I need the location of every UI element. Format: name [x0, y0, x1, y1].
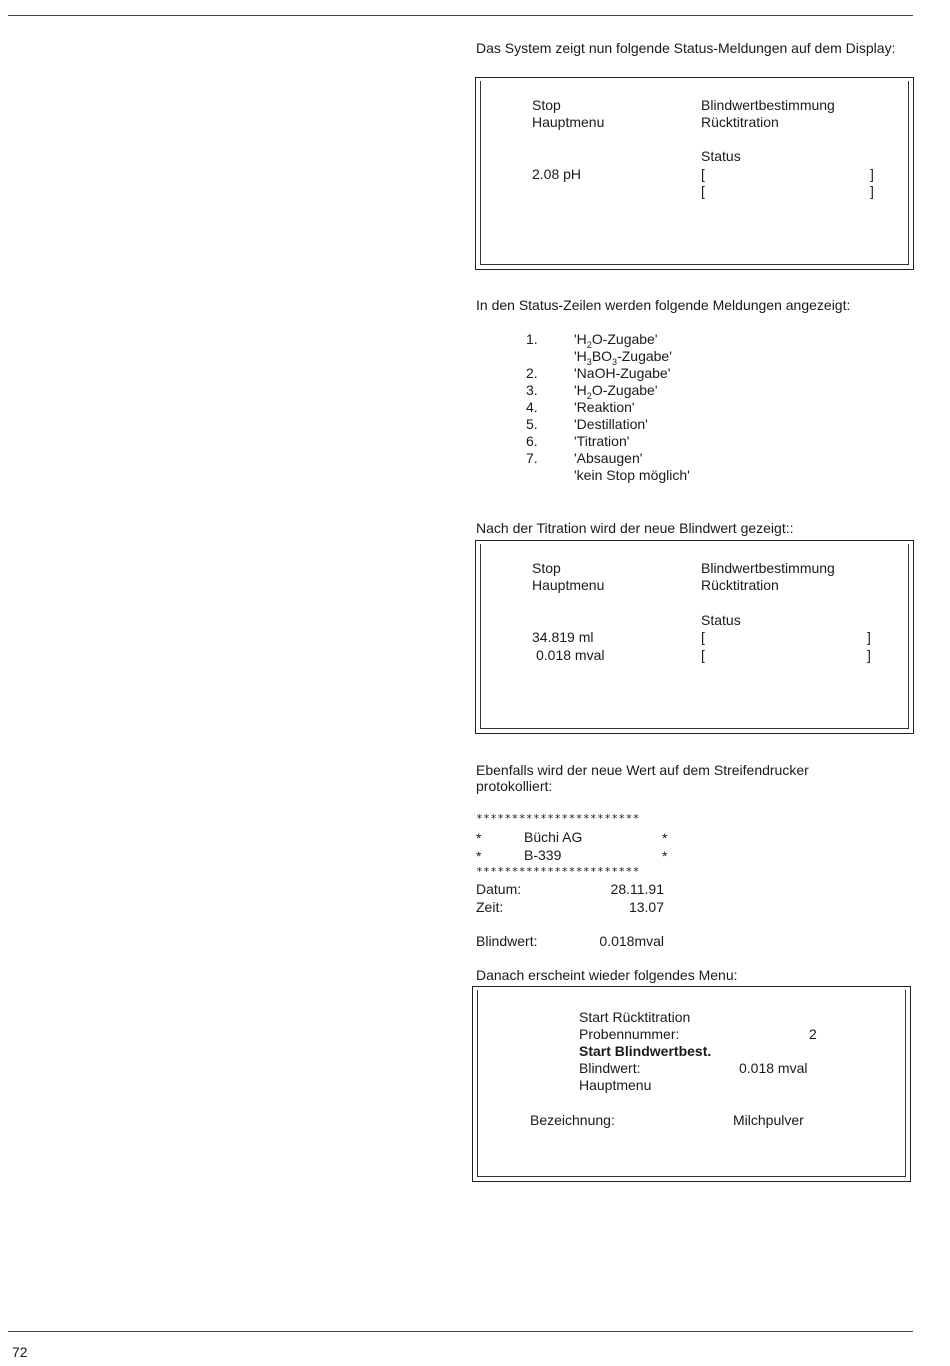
- display1-status-label: Status: [701, 148, 741, 164]
- printout-model: B-339: [524, 847, 562, 863]
- list-item-number: 1.: [526, 331, 538, 347]
- intro-text-5: Danach erscheint wieder folgendes Menu:: [476, 967, 738, 983]
- display2-hauptmenu: Hauptmenu: [532, 577, 605, 593]
- list-item-text: 'Reaktion': [574, 399, 635, 415]
- list-item: [526, 331, 786, 348]
- list-item: [526, 433, 786, 450]
- list-item: [526, 450, 786, 467]
- intro-paragraph-2: [476, 297, 850, 313]
- menu-item-start-blindwertbest[interactable]: Start Blindwertbest.: [579, 1043, 712, 1059]
- display1-status-line2-close: ]: [870, 183, 874, 199]
- list-item-number: 3.: [526, 382, 538, 398]
- list-item-number: 6.: [526, 433, 538, 449]
- printout-star-right: *: [662, 848, 668, 864]
- printout-star-left: *: [476, 848, 482, 864]
- intro-paragraph-1: [476, 40, 916, 56]
- list-item: [526, 416, 786, 433]
- display2-value-mval: 0.018 mval: [536, 647, 605, 663]
- display1-title: Blindwertbestimmung: [701, 97, 835, 113]
- printout-datum-value: 28.11.91: [610, 881, 664, 897]
- printer-protocol: [476, 812, 676, 952]
- intro-text-2: In den Status-Zeilen werden folgende Meldungen angezeigt:: [476, 297, 851, 313]
- list-item-text: 'Titration': [574, 433, 630, 449]
- display2-status-line1-close: ]: [867, 629, 871, 645]
- display2-stop: Stop: [532, 560, 561, 576]
- display1-status-line2-open: [: [701, 183, 705, 199]
- list-item-text: '$H_3BO_3-Zugabe$': [574, 348, 672, 367]
- menu-item-blindwert-label[interactable]: Blindwert:: [579, 1060, 641, 1076]
- menu-item-hauptmenu[interactable]: Hauptmenu: [579, 1077, 652, 1093]
- list-item: [526, 467, 786, 484]
- page-number: 72: [12, 1344, 28, 1360]
- printout-star-left: *: [476, 830, 482, 846]
- list-item-text: '$H_2O-Zugabe$': [574, 382, 658, 401]
- display1-stop: Stop: [532, 97, 561, 113]
- printout-company: Büchi AG: [524, 829, 583, 845]
- list-item-text: '$H_2O-Zugabe$': [574, 331, 658, 350]
- menu-item-probennummer-value: 2: [809, 1026, 817, 1042]
- menu-item-probennummer-label[interactable]: Probennummer:: [579, 1026, 680, 1042]
- list-item: [526, 365, 786, 382]
- list-item-text: 'Absaugen': [574, 450, 643, 466]
- intro-paragraph-4: [476, 762, 876, 794]
- display2-status-line2-close: ]: [867, 647, 871, 663]
- intro-text-3: Nach der Titration wird der neue Blindwert gezeigt::: [476, 520, 794, 536]
- printout-blindwert-value: 0.018mval: [599, 933, 664, 949]
- list-item-number: 7.: [526, 450, 538, 466]
- display1-subtitle: Rücktitration: [701, 114, 779, 130]
- printout-stars-bottom: ***********************: [476, 865, 640, 878]
- display1-status-line1-close: ]: [870, 166, 874, 182]
- printout-stars-top: ***********************: [476, 812, 640, 825]
- printout-datum-label: Datum:: [476, 881, 522, 897]
- display-inner-frame: [477, 990, 906, 1177]
- display2-status-line1-open: [: [701, 629, 705, 645]
- list-item-number: 2.: [526, 365, 538, 381]
- intro-paragraph-5: [476, 967, 738, 983]
- printout-blindwert-label: Blindwert:: [476, 933, 538, 949]
- display2-status-line2-open: [: [701, 647, 705, 663]
- display2-title: Blindwertbestimmung: [701, 560, 835, 576]
- menu-item-blindwert-value: 0.018 mval: [739, 1060, 808, 1076]
- intro-paragraph-3: [476, 520, 794, 536]
- printout-zeit-label: Zeit:: [476, 899, 504, 915]
- bottom-rule: [8, 1331, 913, 1332]
- status-message-list: [526, 331, 786, 491]
- top-rule: [8, 15, 913, 16]
- list-item-number: 4.: [526, 399, 538, 415]
- menu-bezeichnung-label: Bezeichnung:: [530, 1112, 615, 1128]
- list-item-text: 'NaOH-Zugabe': [574, 365, 671, 381]
- display2-subtitle: Rücktitration: [701, 577, 779, 593]
- menu-item-start-ruecktitration[interactable]: Start Rücktitration: [579, 1009, 691, 1025]
- display-box-status: [475, 77, 914, 270]
- display1-hauptmenu: Hauptmenu: [532, 114, 605, 130]
- list-item-text: 'kein Stop möglich': [574, 467, 690, 483]
- printout-zeit-value: 13.07: [628, 899, 664, 915]
- list-item-number: 5.: [526, 416, 538, 432]
- list-item-text: 'Destillation': [574, 416, 648, 432]
- display2-status-label: Status: [701, 612, 741, 628]
- menu-bezeichnung-value: Milchpulver: [733, 1112, 804, 1128]
- intro-text-4: Ebenfalls wird der neue Wert auf dem Streifendrucker protokolliert:: [476, 762, 809, 794]
- list-item: [526, 382, 786, 399]
- display2-value-ml: 34.819 ml: [532, 629, 594, 645]
- intro-text-1: Das System zeigt nun folgende Status-Meldungen auf dem Display:: [476, 40, 896, 56]
- display-box-result: [475, 540, 914, 734]
- list-item: [526, 348, 786, 365]
- display1-ph-value: 2.08 pH: [532, 166, 582, 182]
- printout-star-right: *: [662, 830, 668, 846]
- list-item: [526, 399, 786, 416]
- display1-status-line1-open: [: [701, 166, 705, 182]
- display-box-menu: [472, 986, 911, 1182]
